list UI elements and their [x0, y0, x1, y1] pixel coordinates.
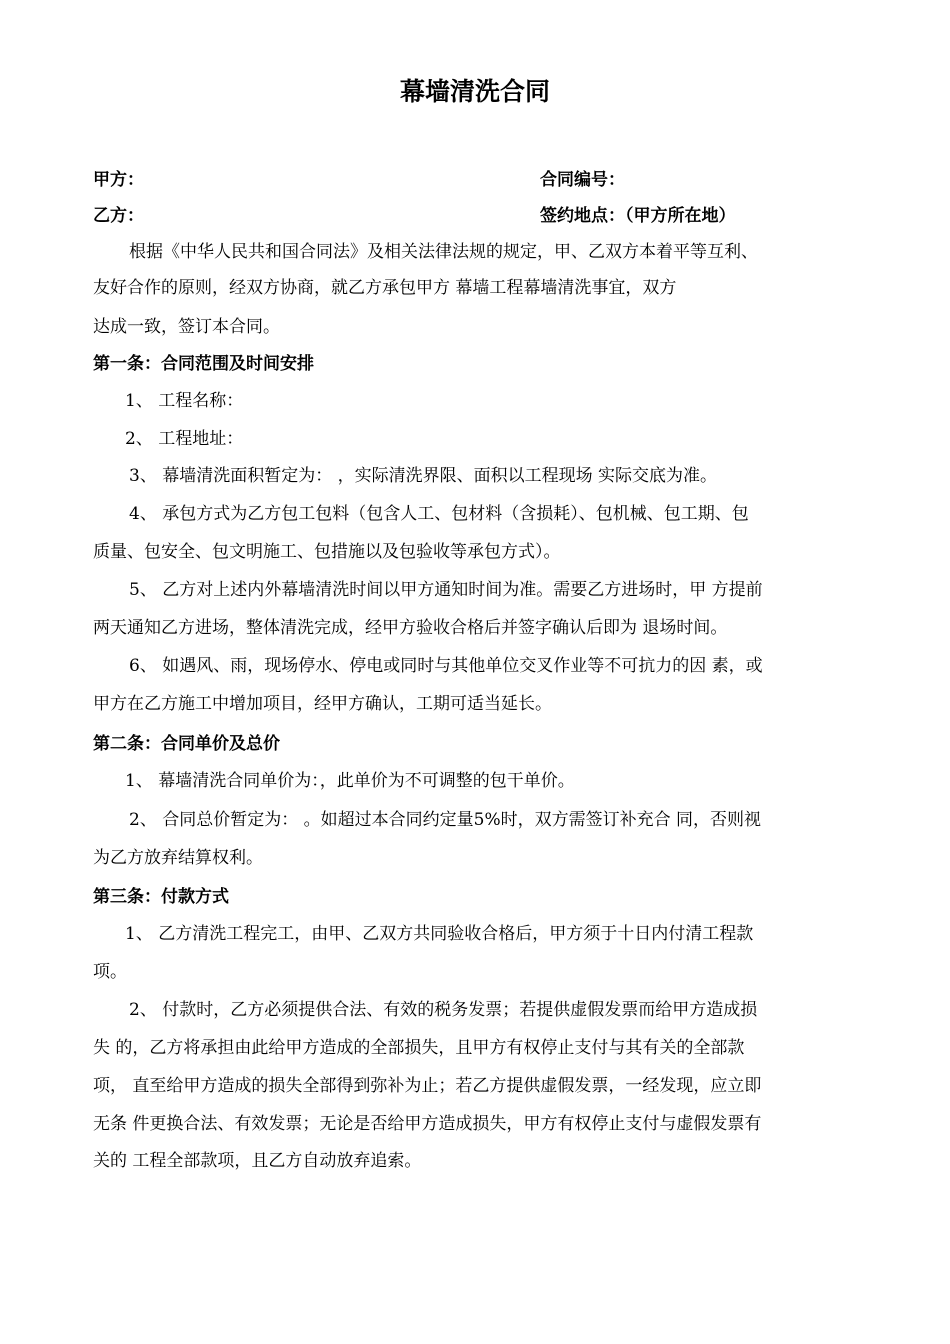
contract-number-label: 合同编号：	[540, 170, 625, 190]
article-2-line: 为乙方放弃结算权利。	[93, 848, 263, 868]
article-1-line: 5、 乙方对上述内外幕墙清洗时间以甲方通知时间为准。需要乙方进场时，甲 方提前	[129, 580, 763, 600]
party-a-label: 甲方：	[93, 170, 144, 190]
article-1-heading: 第一条：合同范围及时间安排	[93, 354, 314, 374]
article-1-line: 质量、包安全、包文明施工、包措施以及包验收等承包方式）。	[93, 542, 561, 562]
article-3-heading: 第三条：付款方式	[93, 887, 229, 907]
intro-line: 达成一致，签订本合同。	[93, 317, 280, 337]
article-1-line: 3、 幕墙清洗面积暂定为： ，实际清洗界限、面积以工程现场 实际交底为准。	[129, 466, 718, 486]
document-title: 幕墙清洗合同	[399, 77, 550, 106]
article-3-line: 2、 付款时，乙方必须提供合法、有效的税务发票；若提供虚假发票而给甲方造成损	[129, 1000, 758, 1020]
article-1-line: 甲方在乙方施工中增加项目，经甲方确认，工期可适当延长。	[93, 694, 552, 714]
article-2-heading: 第二条：合同单价及总价	[93, 734, 280, 754]
article-3-line: 项， 直至给甲方造成的损失全部得到弥补为止；若乙方提供虚假发票，一经发现，应立即	[93, 1076, 762, 1096]
party-b-label: 乙方：	[93, 206, 144, 226]
article-1-line: 4、 承包方式为乙方包工包料（包含人工、包材料（含损耗）、包机械、包工期、包	[129, 504, 749, 524]
article-3-line: 失 的，乙方将承担由此给甲方造成的全部损失，且甲方有权停止支付与其有关的全部款	[93, 1038, 745, 1058]
article-3-line: 项。	[93, 962, 127, 982]
article-1-line: 6、 如遇风、雨，现场停水、停电或同时与其他单位交叉作业等不可抗力的因 素，或	[129, 656, 763, 676]
article-3-line: 关的 工程全部款项，且乙方自动放弃追索。	[93, 1151, 422, 1171]
signing-place-label: 签约地点：（甲方所在地）	[540, 206, 736, 226]
article-3-line: 无条 件更换合法、有效发票；无论是否给甲方造成损失，甲方有权停止支付与虚假发票有	[93, 1114, 762, 1134]
article-2-line: 1、 幕墙清洗合同单价为：，此单价为不可调整的包干单价。	[125, 771, 575, 791]
article-1-line: 两天通知乙方进场，整体清洗完成，经甲方验收合格后并签字确认后即为 退场时间。	[93, 618, 728, 638]
article-2-line: 2、 合同总价暂定为： 。如超过本合同约定量5%时，双方需签订补充合 同，否则视	[129, 810, 761, 830]
article-1-line: 1、 工程名称：	[125, 391, 244, 411]
intro-line: 友好合作的原则，经双方协商，就乙方承包甲方 幕墙工程幕墙清洗事宜，双方	[93, 278, 677, 298]
article-1-line: 2、 工程地址：	[125, 429, 244, 449]
article-3-line: 1、 乙方清洗工程完工，由甲、乙双方共同验收合格后，甲方须于十日内付清工程款	[125, 924, 754, 944]
intro-line: 根据《中华人民共和国合同法》及相关法律法规的规定，甲、乙双方本着平等互利、	[129, 242, 758, 262]
